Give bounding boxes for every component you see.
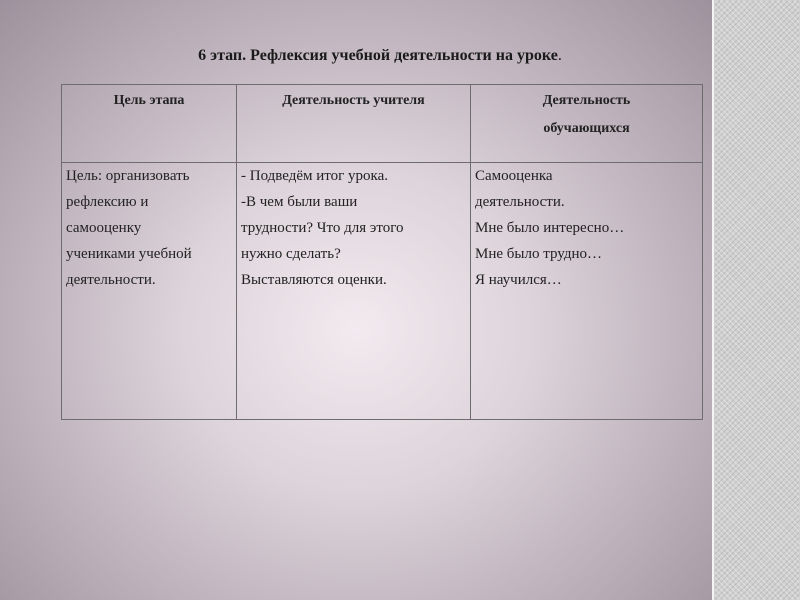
cell-line: деятельности. <box>66 272 156 288</box>
slide-title-period: . <box>557 47 562 64</box>
header-student-activity-text: Деятельность обучающихся <box>542 93 631 136</box>
cell-line: Мне было трудно… <box>475 246 602 262</box>
header-teacher-activity: Деятельность учителя <box>237 85 471 163</box>
header-student-activity <box>471 85 703 163</box>
cell-stage-goal <box>62 163 237 420</box>
cell-line: рефлексию и <box>66 194 149 210</box>
decorative-sidebar <box>714 0 800 600</box>
cell-line: нужно сделать? <box>241 246 341 262</box>
cell-line: - Подведём итог урока. <box>241 168 389 184</box>
cell-line: Самооценка <box>475 168 553 184</box>
slide-title-text: 6 этап. Рефлексия учебной деятельности на уроке <box>198 47 558 64</box>
cell-line: Я научился… <box>475 272 562 288</box>
cell-student-activity <box>471 163 703 420</box>
stage-table <box>61 84 703 420</box>
cell-line: Выставляются оценки. <box>241 272 387 288</box>
header-stage-goal: Цель этапа <box>62 85 237 163</box>
cell-teacher-activity <box>237 163 471 420</box>
cell-line: учениками учебной <box>66 246 192 262</box>
cell-line: самооценку <box>66 220 142 236</box>
cell-line: -В чем были ваши <box>241 194 358 210</box>
cell-line: трудности? Что для этого <box>241 220 404 236</box>
cell-line: деятельности. <box>475 194 565 210</box>
slide-title <box>0 47 760 65</box>
cell-line: Цель: организовать <box>66 168 190 184</box>
table-header-row <box>62 85 703 163</box>
cell-line: Мне было интересно… <box>475 220 625 236</box>
table-row <box>62 163 703 420</box>
